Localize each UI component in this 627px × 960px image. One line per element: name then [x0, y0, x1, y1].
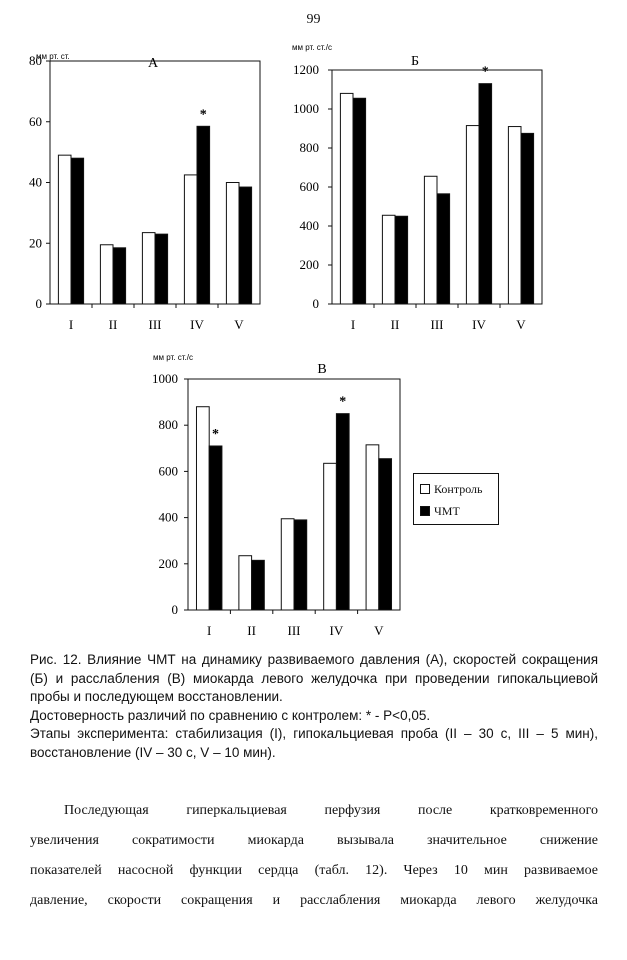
caption-significance: Достоверность различий по сравнению с контролем: * - Р<0,05.	[30, 707, 431, 723]
y-tick-label: 0	[35, 296, 42, 311]
y-tick-label: 800	[299, 140, 319, 155]
body-line: увеличения сократимости миокарда вызывала значительное снижение	[30, 833, 598, 848]
legend-label-tbi: ЧМТ	[434, 503, 460, 518]
bar-tbi	[71, 158, 84, 304]
y-tick-label: 40	[29, 174, 42, 190]
x-tick-label: III	[287, 623, 301, 638]
bar-tbi	[336, 414, 349, 610]
legend-swatch-control	[420, 484, 430, 494]
bar-control	[142, 233, 155, 304]
bar-tbi	[197, 126, 210, 304]
bar-control	[184, 175, 197, 304]
bar-control	[382, 215, 395, 304]
y-tick-label: 60	[29, 113, 42, 129]
body-line: давление, скорости сокращения и расслабления миокарда левого желудочка	[30, 893, 598, 908]
x-tick-label: II	[108, 317, 118, 332]
y-tick-label: 20	[29, 235, 42, 251]
significance-asterisk: *	[199, 107, 207, 123]
x-tick-label: IV	[472, 317, 486, 332]
y-tick-label: 1000	[293, 101, 319, 116]
bar-tbi	[437, 194, 450, 304]
legend-swatch-tbi	[420, 506, 430, 516]
bar-control	[226, 183, 239, 305]
bar-control	[424, 176, 437, 304]
bar-tbi	[209, 446, 222, 610]
y-tick-label: 600	[299, 179, 319, 194]
chart-a	[20, 45, 282, 345]
bar-control	[466, 126, 479, 304]
x-tick-label: III	[148, 317, 162, 332]
chart-legend	[413, 473, 499, 525]
y-axis-label: мм рт. ст./с	[153, 353, 193, 362]
bar-tbi	[294, 520, 307, 610]
caption-stages: Этапы эксперимента: стабилизация (I), гипокальциевая проба (II – 30 с, III – 5 мин), восстановление (IV – 30 с, V – 10 мин).	[30, 726, 598, 760]
x-tick-label: V	[374, 623, 384, 638]
y-tick-label: 1200	[293, 62, 319, 77]
chart-title: А	[147, 56, 159, 71]
y-tick-label: 200	[158, 555, 178, 571]
bar-control	[366, 445, 379, 610]
y-tick-label: 800	[158, 417, 178, 433]
x-tick-label: I	[350, 317, 356, 332]
bar-tbi	[353, 98, 366, 304]
y-tick-label: 0	[312, 296, 319, 311]
bar-tbi	[395, 216, 408, 304]
bar-control	[58, 155, 71, 304]
bar-control	[239, 556, 252, 610]
bar-control	[100, 245, 113, 304]
x-tick-label: II	[247, 623, 256, 638]
caption-title: Рис. 12. Влияние ЧМТ на динамику развиваемого давления (А), скоростей сокращения (Б) и расслабления (В) миокарда левого желудочка при проведении гипокальциевой пробы и последующем восстановлении.	[30, 652, 598, 704]
x-tick-label: III	[430, 317, 444, 332]
bar-tbi	[479, 84, 492, 304]
chart-svg	[282, 45, 572, 345]
y-tick-label: 400	[158, 509, 178, 525]
chart-svg	[20, 45, 282, 345]
page-number: 99	[306, 12, 321, 27]
y-axis-label: мм рт. ст./с	[292, 43, 332, 52]
y-tick-label: 0	[171, 602, 178, 617]
y-tick-label: 1000	[152, 371, 178, 386]
x-tick-label: II	[390, 317, 400, 332]
y-axis-label: мм рт. ст.	[36, 52, 70, 61]
legend-item-tbi	[420, 504, 460, 518]
x-tick-label: V	[516, 317, 526, 332]
x-tick-label: IV	[329, 623, 344, 638]
y-tick-label: 600	[158, 463, 178, 479]
legend-item-control	[420, 482, 483, 496]
body-line: Последующая гиперкальциевая перфузия после кратковременного	[64, 803, 598, 818]
bar-control	[196, 407, 209, 610]
figure-caption	[30, 651, 598, 762]
bar-control	[324, 463, 337, 610]
bar-control	[508, 127, 521, 304]
y-tick-label: 80	[29, 53, 42, 68]
bar-control	[281, 519, 294, 610]
x-tick-label: I	[207, 623, 212, 638]
bar-tbi	[239, 187, 252, 304]
significance-asterisk: *	[212, 426, 220, 442]
chart-b	[282, 45, 572, 345]
body-line: показателей насосной функции сердца (табл. 12). Через 10 мин развиваемое	[30, 863, 598, 878]
x-tick-label: V	[234, 317, 244, 332]
bar-tbi	[252, 560, 265, 610]
chart-title: Б	[410, 54, 420, 69]
y-tick-label: 400	[299, 218, 319, 233]
chart-title: В	[317, 362, 327, 377]
body-paragraph	[30, 796, 598, 916]
x-tick-label: IV	[190, 317, 204, 332]
y-tick-label: 200	[299, 257, 319, 272]
bar-tbi	[155, 234, 168, 304]
x-tick-label: I	[68, 317, 74, 332]
significance-asterisk: *	[339, 394, 347, 410]
significance-asterisk: *	[481, 64, 489, 80]
bar-control	[340, 93, 353, 304]
bar-tbi	[521, 133, 534, 304]
bar-tbi	[379, 459, 392, 610]
legend-label-control: Контроль	[434, 481, 483, 496]
bar-tbi	[113, 248, 126, 304]
